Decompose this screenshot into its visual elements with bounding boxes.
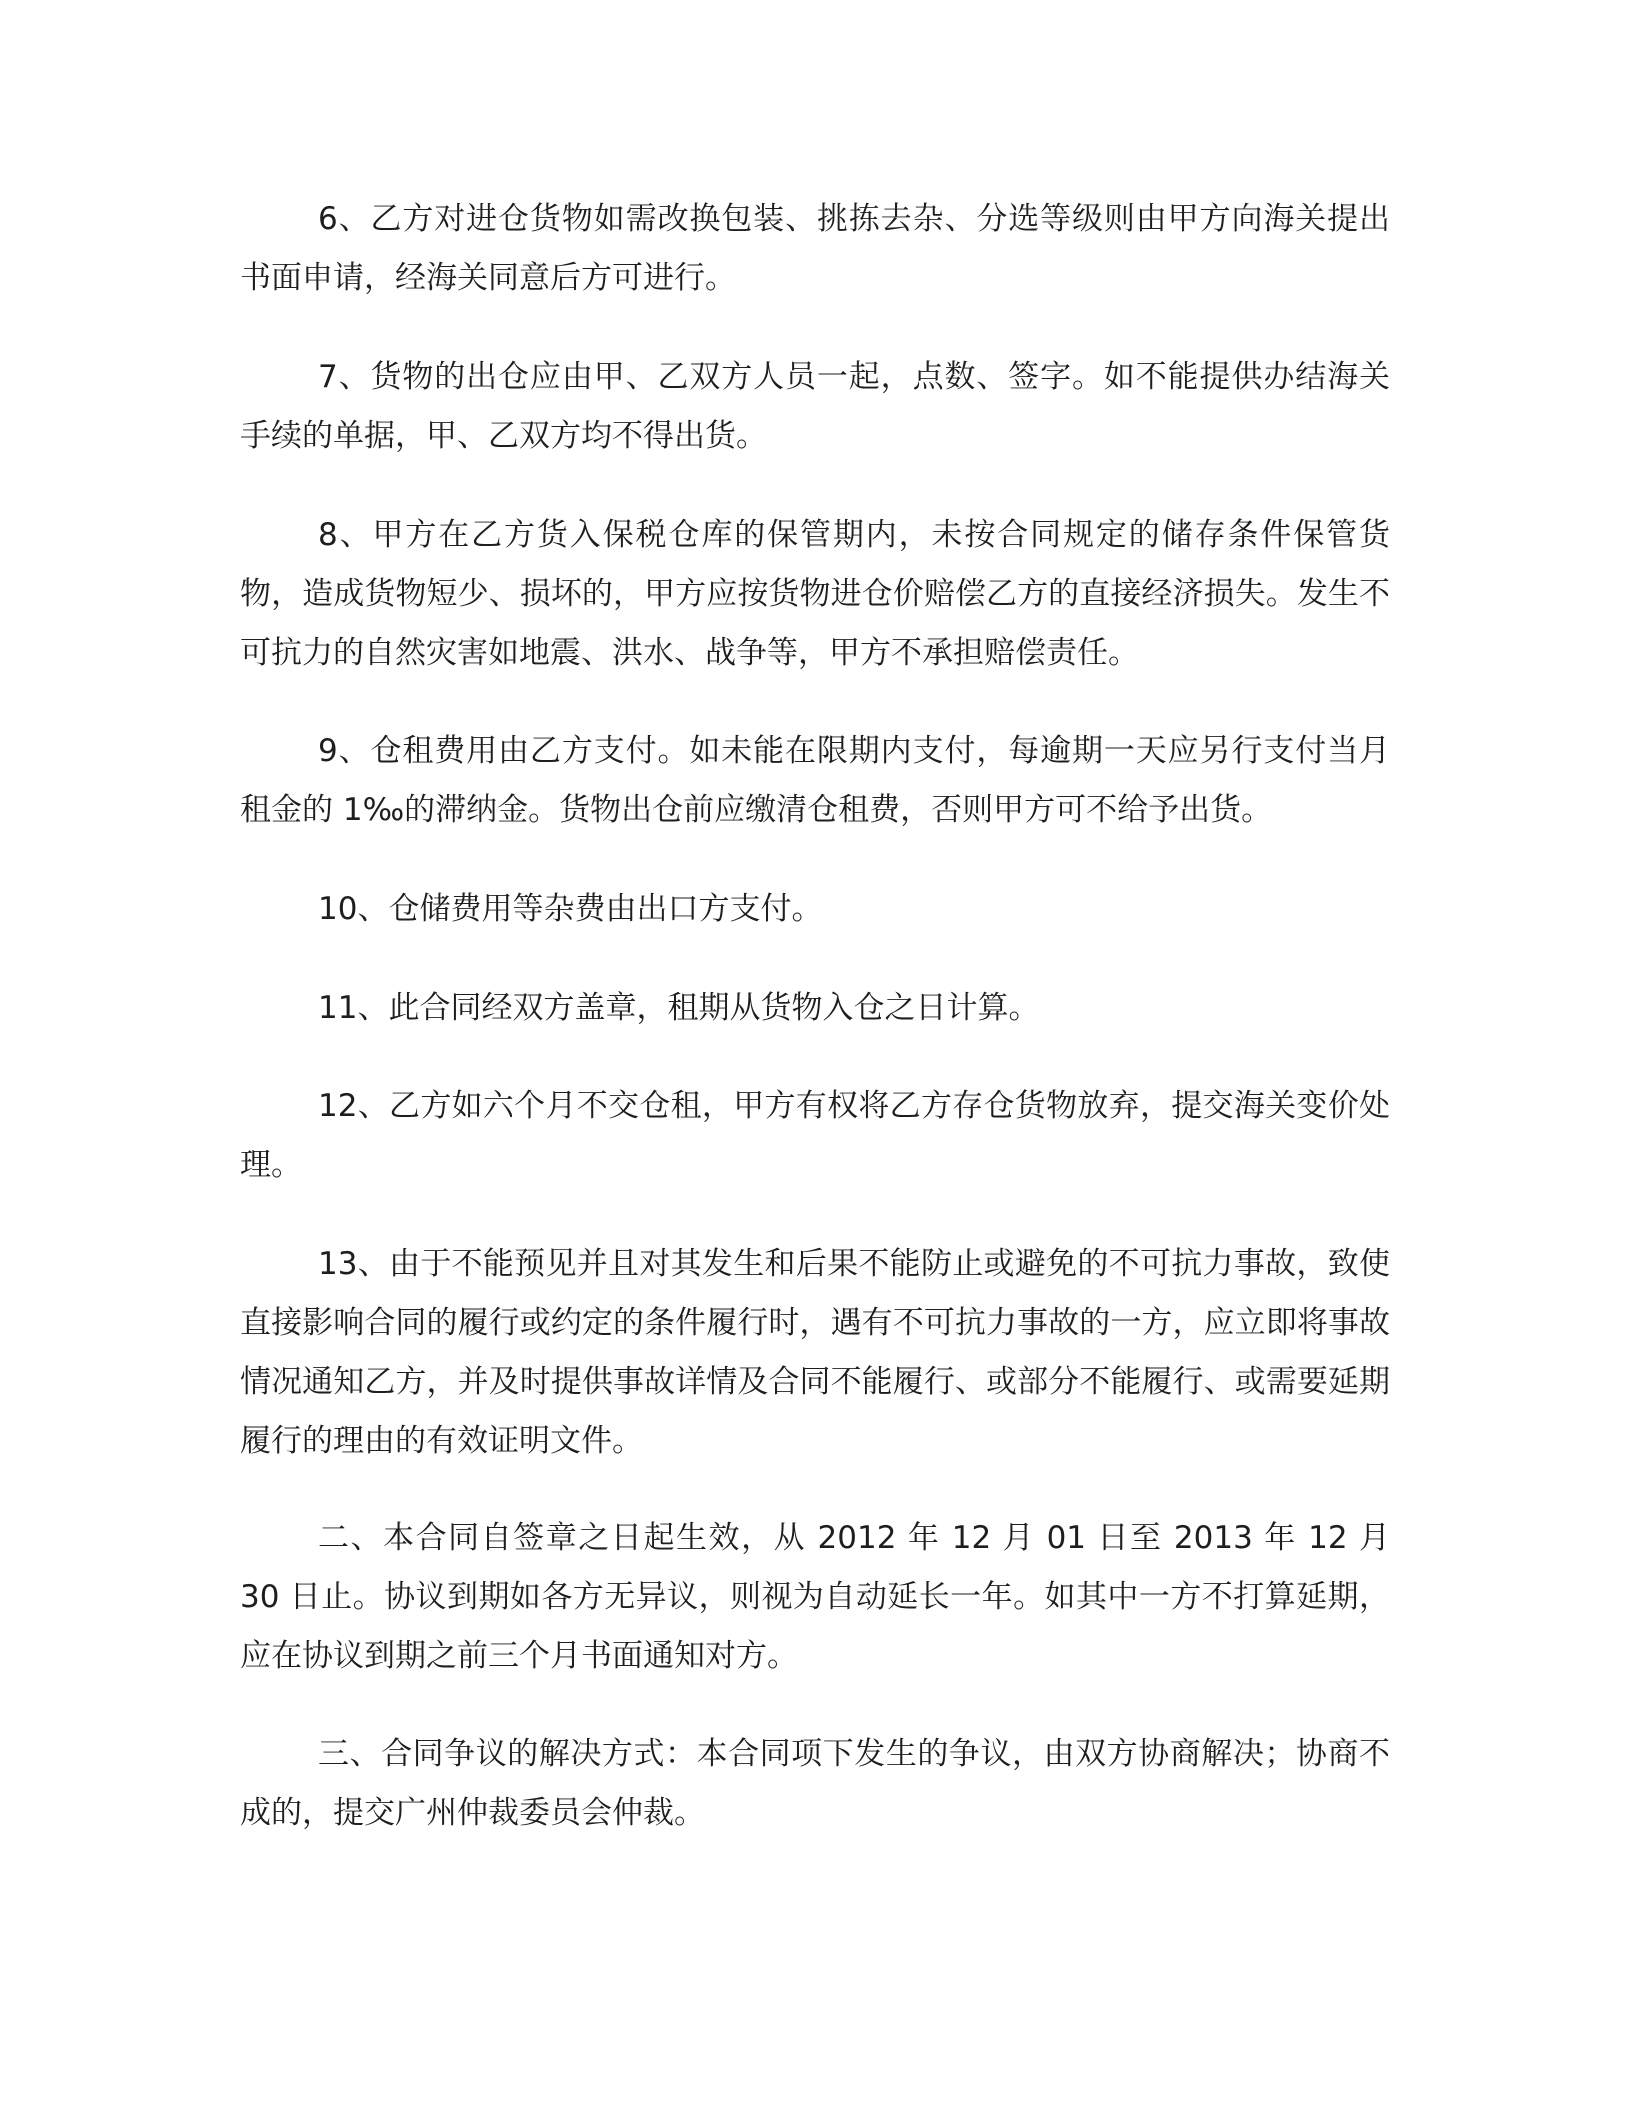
clause-9-paragraph: 9、仓租费用由乙方支付。如未能在限期内支付，每逾期一天应另行支付当月租金的 1‰的滞纳金。货物出仓前应缴清仓租费，否则甲方可不给予出货。 (240, 733, 1390, 828)
clause-6-paragraph: 6、乙方对进仓货物如需改换包装、挑拣去杂、分选等级则由甲方向海关提出书面申请，经海关同意后方可进行。 (240, 201, 1390, 296)
section-2-effective-period-paragraph: 二、本合同自签章之日起生效，从 2012 年 12 月 01 日至 2013 年 12 月 30 日止。协议到期如各方无异议，则视为自动延长一年。如其中一方不打算延期，应在协议到期之前三个月书面通知对方。 (240, 1520, 1390, 1674)
clause-11-paragraph: 11、此合同经双方盖章，租期从货物入仓之日计算。 (318, 990, 1040, 1026)
clause-10-paragraph: 10、仓储费用等杂费由出口方支付。 (318, 891, 823, 927)
clause-13-paragraph: 13、由于不能预见并且对其发生和后果不能防止或避免的不可抗力事故，致使直接影响合同的履行或约定的条件履行时，遇有不可抗力事故的一方，应立即将事故情况通知乙方，并及时提供事故详情及合同不能履行、或部分不能履行、或需要延期履行的理由的有效证明文件。 (240, 1246, 1390, 1459)
clause-7-paragraph: 7、货物的出仓应由甲、乙双方人员一起，点数、签字。如不能提供办结海关手续的单据，甲、乙双方均不得出货。 (240, 359, 1390, 454)
clause-8-paragraph: 8、甲方在乙方货入保税仓库的保管期内，未按合同规定的储存条件保管货物，造成货物短少、损坏的，甲方应按货物进仓价赔偿乙方的直接经济损失。发生不可抗力的自然灾害如地震、洪水、战争等，甲方不承担赔偿责任。 (240, 517, 1390, 671)
section-3-dispute-resolution-paragraph: 三、合同争议的解决方式：本合同项下发生的争议，由双方协商解决；协商不成的，提交广州仲裁委员会仲裁。 (240, 1736, 1390, 1831)
clause-12-paragraph: 12、乙方如六个月不交仓租，甲方有权将乙方存仓货物放弃，提交海关变价处理。 (240, 1088, 1390, 1183)
